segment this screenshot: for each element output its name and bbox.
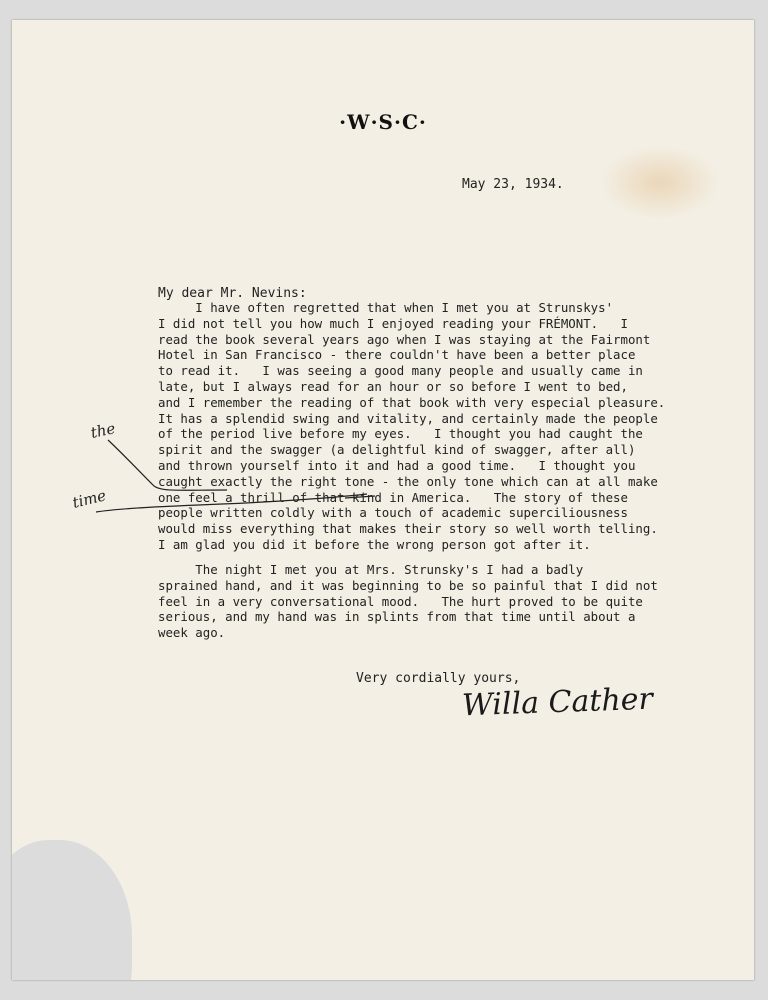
text-line: It has a splendid swing and vitality, and certainly made the people bbox=[158, 410, 658, 426]
text-line: people written coldly with a touch of academic superciliousness bbox=[158, 505, 628, 521]
margin-note-the: the bbox=[89, 419, 117, 442]
text-line: one feel a thrill of that kind in America. The story of these bbox=[158, 489, 628, 505]
text-line: feel in a very conversational mood. The hurt proved to be quite bbox=[158, 593, 643, 609]
text-line: read the book several years ago when I was staying at the Fairmont bbox=[158, 331, 651, 347]
text-line: of the period live before my eyes. I thought you had caught the bbox=[158, 426, 643, 442]
text-line: I am glad you did it before the wrong person got after it. bbox=[158, 536, 591, 552]
torn-corner bbox=[12, 840, 132, 980]
text-line: caught exactly the right tone - the only tone which can at all make bbox=[158, 473, 658, 489]
text-line: I did not tell you how much I enjoyed reading your FRÉMONT. I bbox=[158, 315, 628, 331]
text-line: Hotel in San Francisco - there couldn't have been a better place bbox=[158, 347, 636, 363]
body-paragraph-1 bbox=[158, 300, 665, 553]
text-line: The night I met you at Mrs. Strunsky's I had a badly bbox=[158, 562, 584, 577]
body-paragraph-2 bbox=[158, 562, 658, 641]
letter-page bbox=[12, 20, 754, 980]
text-line: and thrown yourself into it and had a good time. I thought you bbox=[158, 457, 636, 473]
text-line: late, but I always read for an hour or so before I went to bed, bbox=[158, 378, 628, 394]
text-line: week ago. bbox=[158, 625, 226, 641]
letterhead-monogram: ·W·S·C· bbox=[339, 110, 427, 134]
text-line: I have often regretted that when I met you at Strunskys' bbox=[158, 300, 614, 315]
paper-stain bbox=[600, 145, 720, 220]
text-line: spirit and the swagger (a delightful kind of swagger, after all) bbox=[158, 442, 636, 458]
handwritten-signature: Willa Cather bbox=[461, 681, 654, 724]
text-line: to read it. I was seeing a good many people and usually came in bbox=[158, 363, 643, 379]
text-line: serious, and my hand was in splints from that time until about a bbox=[158, 609, 636, 625]
text-line: would miss everything that makes their story so well worth telling. bbox=[158, 521, 658, 537]
margin-note-time: time bbox=[70, 486, 108, 512]
salutation: My dear Mr. Nevins: bbox=[158, 286, 307, 301]
closing: Very cordially yours, bbox=[356, 671, 521, 686]
text-line: sprained hand, and it was beginning to be so painful that I did not bbox=[158, 577, 658, 593]
text-line: and I remember the reading of that book with very especial pleasure. bbox=[158, 394, 666, 410]
letter-date: May 23, 1934. bbox=[462, 177, 564, 192]
